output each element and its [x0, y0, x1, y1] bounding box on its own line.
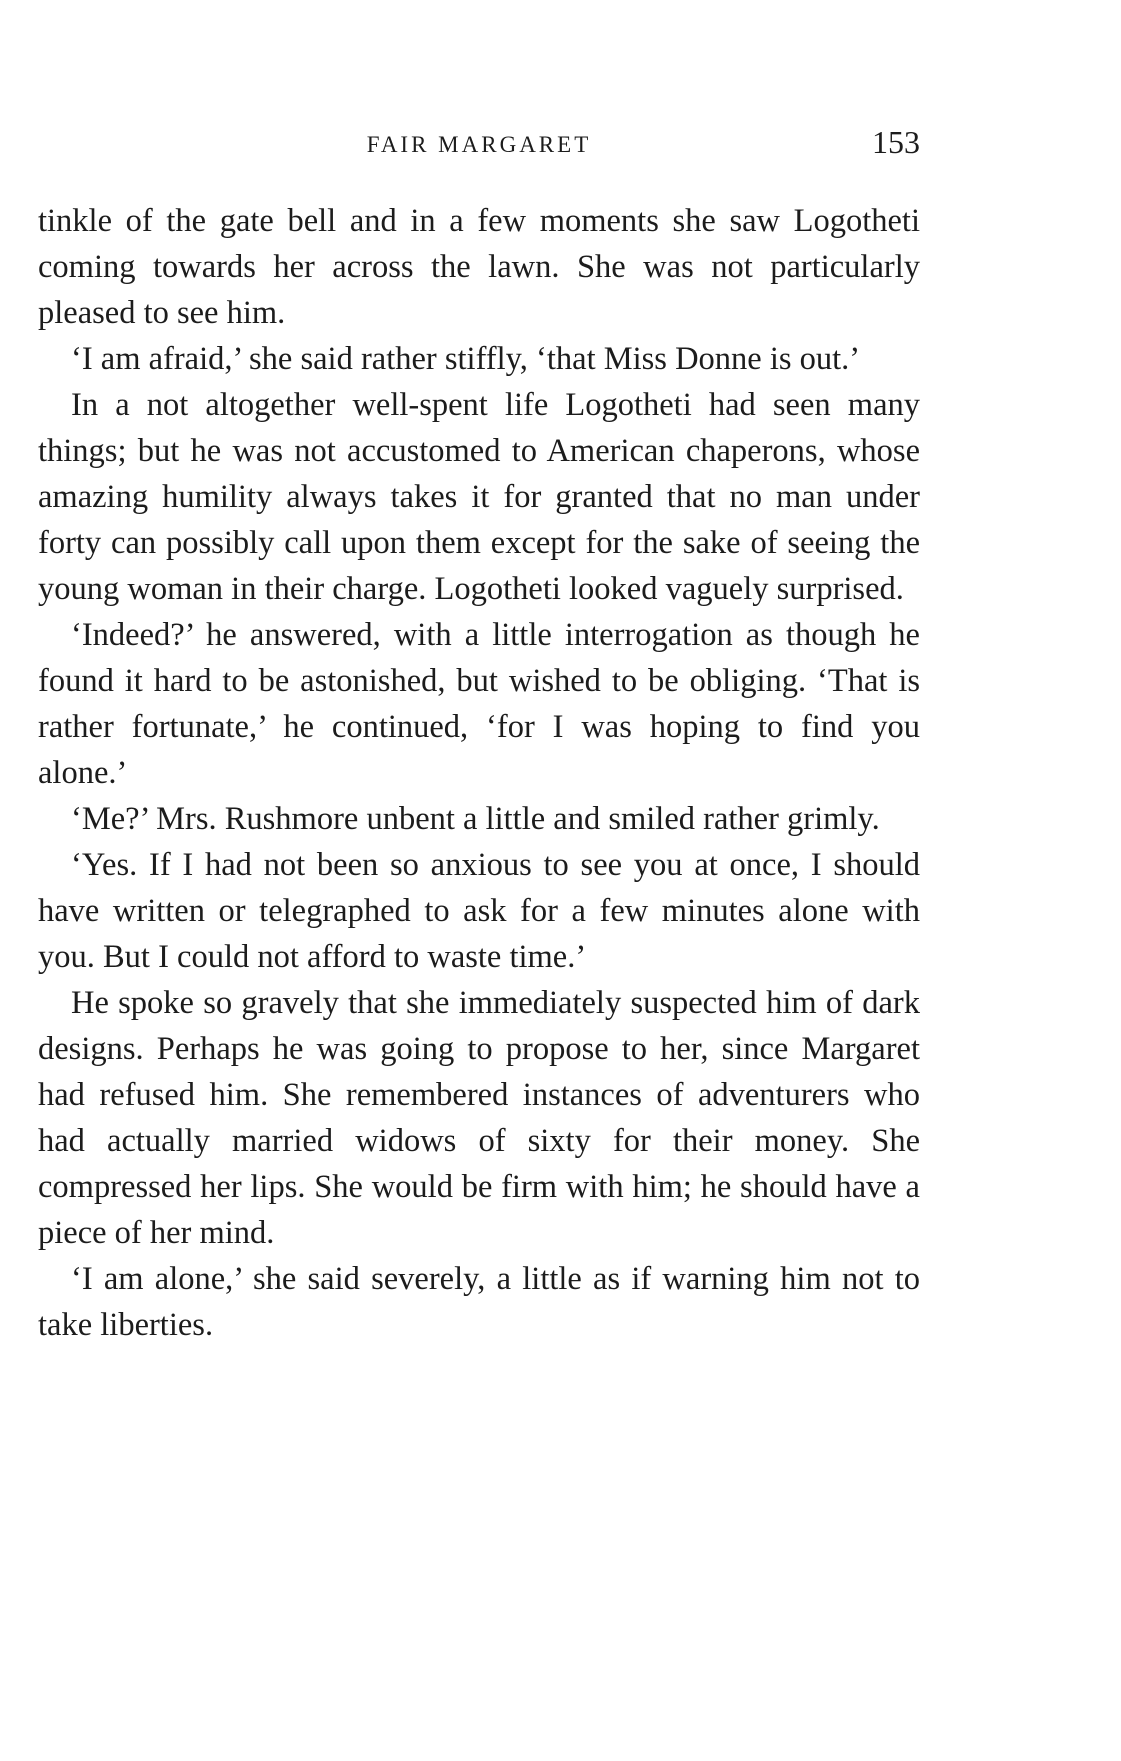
book-page	[38, 118, 920, 1348]
paragraph-8: ‘I am alone,’ she said severely, a little as if warning him not to take liberties.	[38, 1261, 920, 1343]
paragraph-2: ‘I am afraid,’ she said rather stiffly, ‘that Miss Donne is out.’	[71, 341, 861, 377]
paragraph-7: He spoke so gravely that she immediately suspected him of dark designs. Perhaps he was going to propose to her, since Margaret had refused him. She remembered instances of adventurers who had actually married widows of sixty for their money. She compressed her lips. She would be firm with him; he should have a piece of her mind.	[38, 985, 920, 1251]
paragraph-4: ‘Indeed?’ he answered, with a little interrogation as though he found it hard to be astonished, but wished to be obliging. ‘That is rather fortunate,’ he continued, ‘for I was hoping to find you alone.’	[38, 617, 920, 791]
paragraph-6: ‘Yes. If I had not been so anxious to see you at once, I should have written or telegraphed to ask for a few minutes alone with you. But I could not afford to waste time.’	[38, 847, 920, 975]
paragraph-3: In a not altogether well-spent life Logotheti had seen many things; but he was not accustomed to American chaperons, whose amazing humility always takes it for granted that no man under forty can possibly call upon them except for the sake of seeing the young woman in their charge. Logotheti looked vaguely surprised.	[38, 387, 920, 607]
paragraph-1: tinkle of the gate bell and in a few moments she saw Logotheti coming towards her across the lawn. She was not particularly pleased to see him.	[38, 203, 920, 331]
running-head	[38, 118, 920, 168]
running-title: FAIR MARGARET	[366, 132, 592, 157]
paragraph-5: ‘Me?’ Mrs. Rushmore unbent a little and smiled rather grimly.	[71, 801, 880, 837]
body-text	[38, 198, 920, 1348]
page-number: 153	[872, 124, 920, 160]
